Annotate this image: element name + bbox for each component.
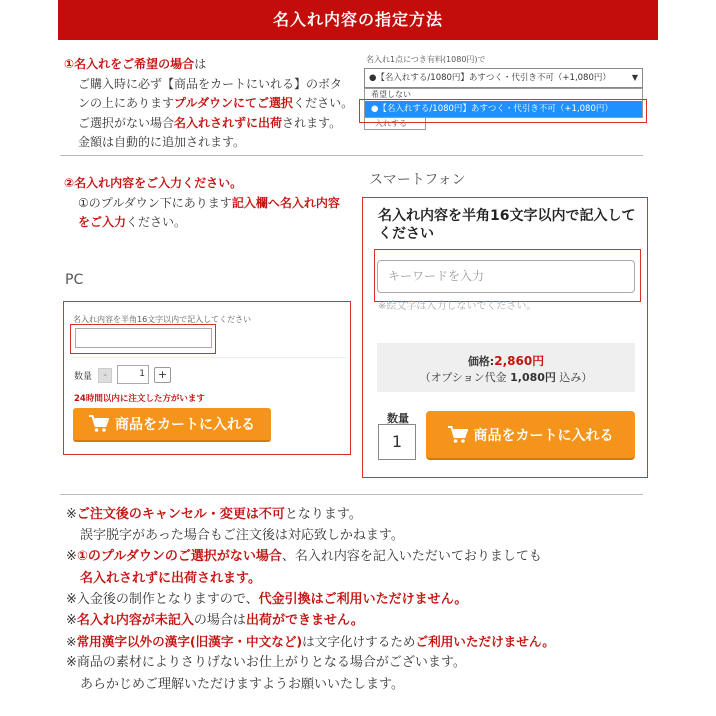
sp-name-input[interactable]: キーワードを入力 <box>377 260 635 293</box>
step1-line4b: 名入れされずに出荷 <box>174 115 283 130</box>
note-6: ※常用漢字以外の漢字(旧漢字・中文など)は文字化けするためご利用いただけません。 <box>66 634 555 650</box>
pc-qty-plus-button[interactable]: + <box>154 367 171 383</box>
step1-title: 名入れをご希望の場合 <box>74 57 195 71</box>
note-0: ※ご注文後のキャンセル・変更は不可となります。 <box>66 507 362 522</box>
sp-option-line <box>377 369 635 385</box>
pc-field-label: 名入れ内容を半角16文字以内で記入してください <box>73 315 252 324</box>
dropdown-option-1[interactable]: ●【名入れする/1080円】あすつく・代引き不可（+1,080円） <box>365 101 642 117</box>
sp-price-line <box>377 352 635 369</box>
sp-option-b: 1,080円 <box>510 371 556 384</box>
sp-heading: スマートフォン <box>369 172 466 188</box>
sp-qty-input[interactable]: 1 <box>378 424 416 460</box>
chevron-down-icon: ▼ <box>631 73 638 82</box>
sp-price-value: 2,860円 <box>494 354 545 368</box>
pc-heading: PC <box>65 272 84 288</box>
pc-cart-label: 商品をカートに入れる <box>115 417 255 433</box>
sp-field-label: 名入れ内容を半角16文字以内で記入してください <box>378 208 636 242</box>
step1-line5: 金額は自動的に追加されます。 <box>78 135 246 149</box>
select-value: ●【名入れする/1080円】あすつく・代引き不可（+1,080円） <box>369 73 611 83</box>
step2-line2a: ①のプルダウン下にあります <box>78 195 232 210</box>
note-7: ※商品の素材によりさりげないお仕上がりとなる場合がございます。 <box>66 655 466 671</box>
step2-title: ②名入れ内容をご入力ください。 <box>64 176 243 190</box>
sp-add-to-cart-button[interactable] <box>426 411 635 460</box>
pc-add-to-cart-button[interactable] <box>73 408 271 442</box>
step1-num: ① <box>64 57 75 71</box>
step2-line3b: ください。 <box>126 215 187 229</box>
dropdown-label: 名入れ1点につき有料(1080円)で <box>366 55 486 64</box>
note-2: ※①のプルダウンのご選択がない場合、名入れ内容を記入いただいておりましても <box>66 549 542 565</box>
dropdown-option-0[interactable]: 希望しない <box>371 90 411 99</box>
header-title: 名入れ内容の指定方法 <box>272 10 443 29</box>
step1-line3a: ンの上にあります <box>78 96 175 110</box>
notes-divider <box>60 494 643 495</box>
step2-line2b: 記入欄へ名入れ内容 <box>231 195 340 210</box>
note-8: あらかじめご理解いただけますようお願いいたします。 <box>80 676 404 692</box>
step1-line4c: されます。 <box>282 115 342 130</box>
step2-section <box>64 174 364 233</box>
pc-qty-minus-button[interactable]: - <box>98 368 112 383</box>
step1-title-suffix: は <box>194 57 207 71</box>
note-1: 誤字脱字があった場合もご注文後は対応致しかねます。 <box>80 528 404 544</box>
sp-price-label: 価格: <box>467 355 495 368</box>
pc-notice: 24時間以内に注文した方がいます <box>74 394 205 404</box>
notes-section <box>66 504 666 695</box>
header-banner <box>58 0 658 40</box>
sp-cart-label: 商品をカートに入れる <box>473 427 614 444</box>
sp-emoji-note: ※絵文字は入力しないでください。 <box>378 301 537 312</box>
note-4: ※入金後の制作となりますので、代金引換はご利用いただけません。 <box>66 591 468 607</box>
step2-line3a: をご入力 <box>78 215 127 229</box>
step1-line3c: ください。 <box>293 96 354 110</box>
step1-line3b: プルダウンにてご選択 <box>174 96 294 110</box>
hidden-option-fragment: 入れする <box>364 118 426 130</box>
note-3: 名入れされずに出荷されます。 <box>80 570 261 586</box>
cart-icon <box>448 426 468 444</box>
note-5: ※名入れ内容が未記入の場合は出荷ができません。 <box>66 613 364 629</box>
step1-line2: ご購入時に必ず【商品をカートにいれる】のボタ <box>78 76 343 91</box>
sp-option-a: （オプション代金 <box>419 371 507 384</box>
sp-option-c: 込み） <box>559 371 593 384</box>
sp-qty-label: 数量 <box>387 412 409 425</box>
step1-line4a: ご選択がない場合 <box>78 115 175 130</box>
pc-qty-input[interactable]: 1 <box>117 365 149 384</box>
name-option-select[interactable] <box>364 68 643 88</box>
pc-name-input[interactable] <box>75 328 212 348</box>
pc-qty-label: 数量 <box>74 372 93 382</box>
highlight-frame-option <box>359 99 647 123</box>
step1-section <box>64 55 364 153</box>
cart-icon <box>89 415 109 433</box>
divider <box>60 155 643 156</box>
pc-inner-divider <box>72 357 347 358</box>
